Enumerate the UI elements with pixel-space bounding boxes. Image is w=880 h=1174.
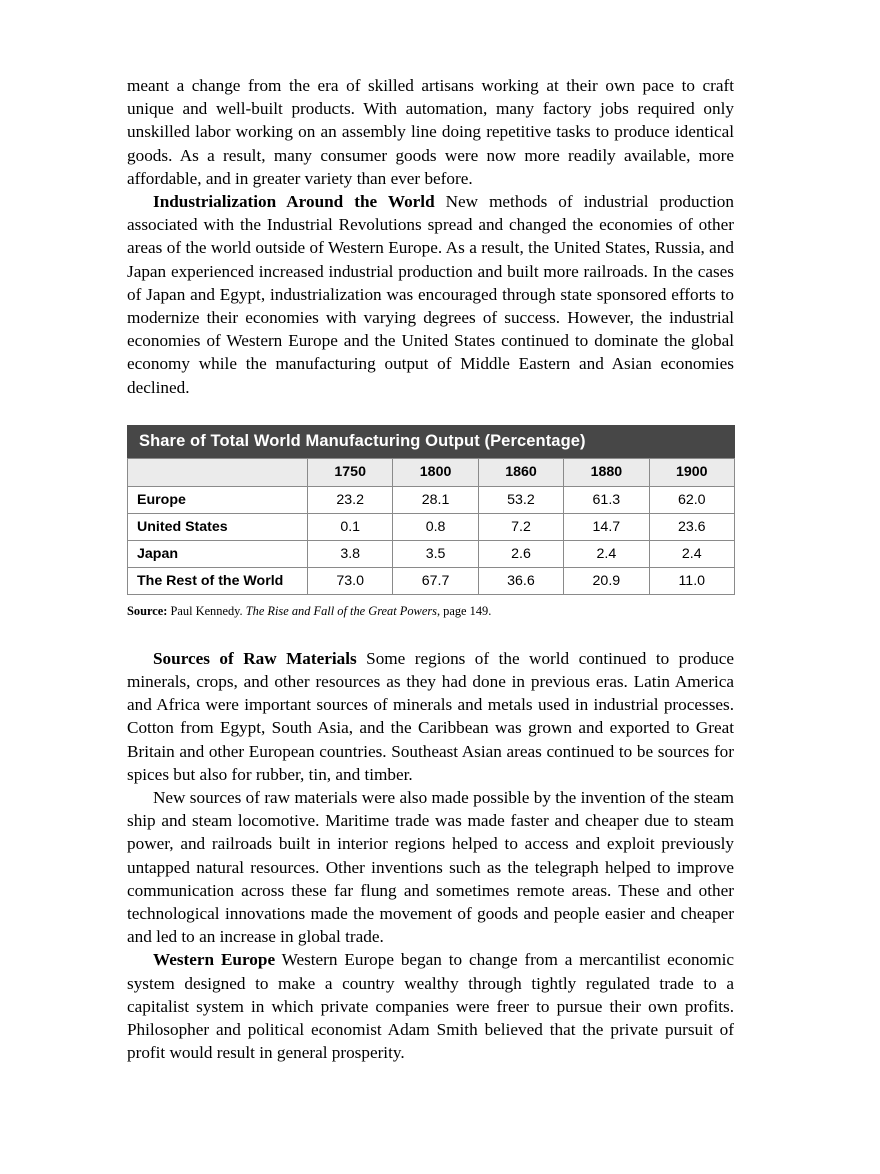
manufacturing-output-table [127,425,735,595]
row-label-japan: Japan [128,540,308,567]
cell-japan-1880: 2.4 [564,540,649,567]
table-row [128,567,735,594]
run-in-heading-sources-of-raw-materials: Sources of Raw Materials [153,648,357,668]
spacer-after-source [127,619,734,647]
paragraph-western-europe-body: Western Europe began to change from a mercantilist economic system designed to make a country wealthy through tightly regulated trade to a capitalist system in which private companies were freer to pursue their own profits. Philosopher and political economist Adam Smith believed that the private pursuit of profit would result in general prosperity. [127,950,734,1063]
table-corner-cell [128,458,308,486]
row-label-europe: Europe [128,486,308,513]
table-row [128,513,735,540]
cell-japan-1900: 2.4 [649,540,734,567]
cell-europe-1900: 62.0 [649,486,734,513]
cell-united-states-1750: 0.1 [308,513,393,540]
cell-europe-1800: 28.1 [393,486,478,513]
cell-rest-of-world-1860: 36.6 [478,567,563,594]
paragraph-industrialization-body: New methods of industrial production associated with the Industrial Revolutions spread and changed the economies of other areas of the world outside of Western Europe. As a result, the United States, Russia, and Japan experienced increased industrial production and built more railroads. In the cases of Japan and Egypt, industrialization was encouraged through state sponsored efforts to modernize their economies with varying degrees of success. However, the industrial economies of Western Europe and the United States continued to dominate the global economy while the manufacturing output of Middle Eastern and Asian economies declined. [127,192,734,397]
table-row [128,486,735,513]
paragraph-automation: meant a change from the era of skilled artisans working at their own pace to craft unique and well-built products. With automation, many factory jobs required only unskilled labor working on an assembly line doing repetitive tasks to produce identical goods. As a result, many consumer goods were now more readily available, more affordable, and in greater variety than ever before. [127,76,734,188]
column-header-1860: 1860 [478,458,563,486]
run-in-heading-western-europe: Western Europe [153,950,276,970]
paragraph-new-sources: New sources of raw materials were also made possible by the invention of the steam ship and steam locomotive. Maritime trade was made faster and cheaper due to steam power, and railroads built in interior regions helped to access and exploit previously untapped natural resources. Other inventions such as the telegraph helped to improve communication across these far flung and sometimes remote areas. These and other technological innovations made the movement of goods and people easier and cheaper and led to an increase in global trade. [127,788,734,947]
source-title: The Rise and Fall of the Great Powers [245,603,437,618]
column-header-1900: 1900 [649,458,734,486]
column-header-1800: 1800 [393,458,478,486]
table-header-row [128,458,735,486]
cell-japan-1800: 3.5 [393,540,478,567]
table-row [128,540,735,567]
source-label: Source: [127,603,168,618]
table-title: Share of Total World Manufacturing Output (Percentage) [127,425,735,458]
paragraph-western-europe [127,948,734,1064]
manufacturing-output-table-wrapper [127,425,734,619]
row-label-united-states: United States [128,513,308,540]
cell-japan-1750: 3.8 [308,540,393,567]
source-suffix: , page 149. [436,603,492,618]
source-author: Paul Kennedy. [167,603,246,618]
cell-rest-of-world-1880: 20.9 [564,567,649,594]
column-header-1880: 1880 [564,458,649,486]
cell-united-states-1860: 7.2 [478,513,563,540]
cell-europe-1750: 23.2 [308,486,393,513]
column-header-1750: 1750 [308,458,393,486]
cell-united-states-1800: 0.8 [393,513,478,540]
table-source-caption [127,604,734,619]
cell-united-states-1900: 23.6 [649,513,734,540]
page-content [127,74,734,1065]
cell-united-states-1880: 14.7 [564,513,649,540]
cell-japan-1860: 2.6 [478,540,563,567]
cell-rest-of-world-1750: 73.0 [308,567,393,594]
cell-europe-1880: 61.3 [564,486,649,513]
paragraph-industrialization-around-the-world [127,190,734,399]
cell-rest-of-world-1900: 11.0 [649,567,734,594]
row-label-rest-of-world: The Rest of the World [128,567,308,594]
run-in-heading-industrialization: Industrialization Around the World [153,192,435,212]
paragraph-sources-of-raw-materials [127,647,734,786]
cell-rest-of-world-1800: 67.7 [393,567,478,594]
cell-europe-1860: 53.2 [478,486,563,513]
paragraph-sources-of-raw-materials-body: Some regions of the world continued to produce minerals, crops, and other resources as they had done in previous eras. Latin America and Africa were important sources of minerals and metals used in industrial processes. Cotton from Egypt, South Asia, and the Caribbean was grown and exported to Great Britain and other European countries. Southeast Asian areas continued to be sources for spices but also for rubber, tin, and timber. [127,648,734,784]
